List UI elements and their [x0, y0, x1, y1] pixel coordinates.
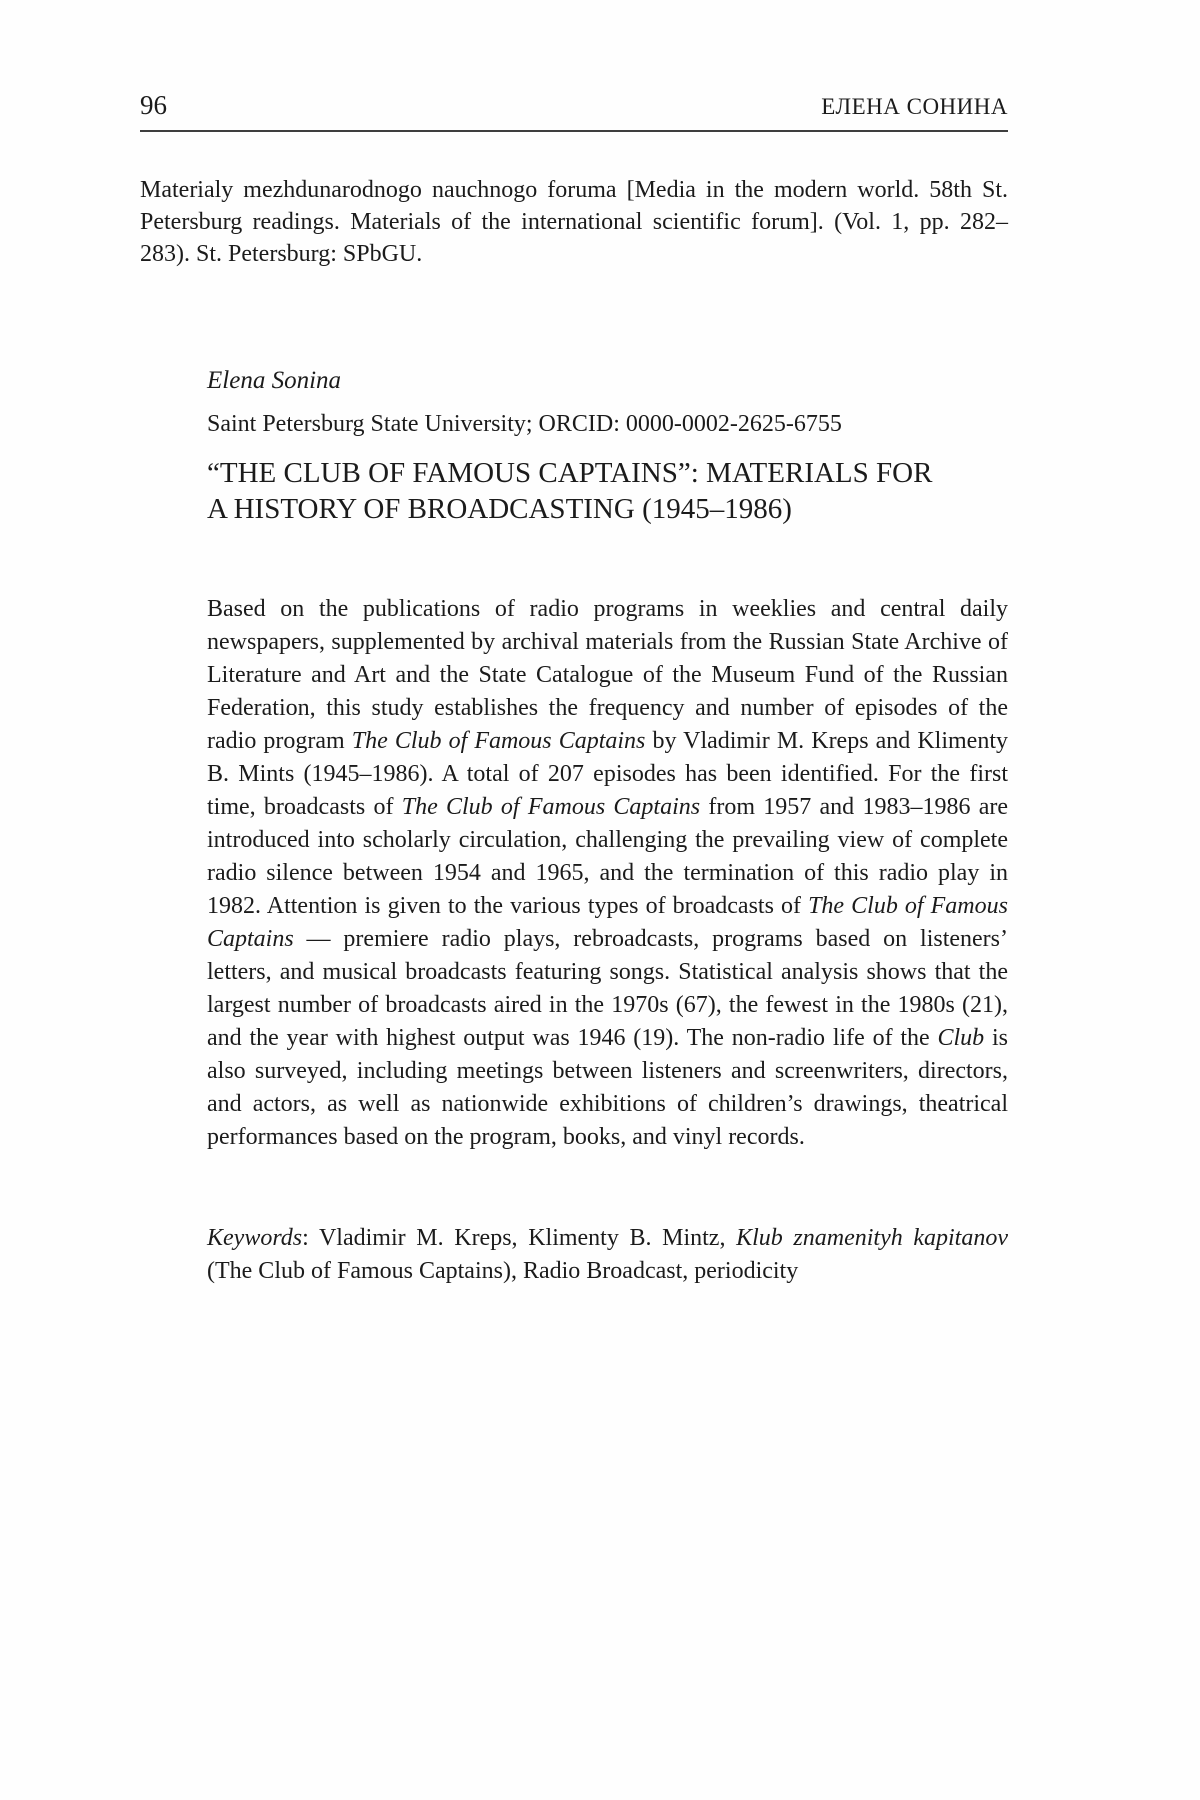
page-number: 96 [140, 90, 167, 120]
keywords-paragraph: Keywords: Vladimir M. Kreps, Klimenty B. Mintz, Klub znamenityh kapitanov (The Club of Famous Captains), Radio Broadcast, periodicity [207, 1225, 1008, 1284]
citation-paragraph: Materialy mezhdunarodnogo nauchnogo foruma [Media in the modern world. 58th St. Petersburg readings. Materials of the international scientific forum]. (Vol. 1, pp. 282–283). St. Petersburg: SPbGU. [140, 177, 1008, 267]
page-content [140, 90, 1008, 1288]
page-header [140, 90, 1008, 132]
article-block [207, 367, 1008, 1288]
article-title-line-2: A HISTORY OF BROADCASTING (1945–1986) [207, 493, 792, 525]
abstract-paragraph: Based on the publications of radio programs in weeklies and central daily newspapers, supplemented by archival materials from the Russian State Archive of Literature and Art and the State Catalogue of the Museum Fund of the Russian Federation, this study establishes the frequency and number of episodes of the radio program The Club of Famous Captains by Vladimir M. Kreps and Klimenty B. Mints (1945–1986). A total of 207 episodes has been identified. For the first time, broadcasts of The Club of Famous Captains from 1957 and 1983–1986 are introduced into scholarly circulation, challenging the prevailing view of complete radio silence between 1954 and 1965, and the termination of this radio play in 1982. Attention is given to the various types of broadcasts of The Club of Famous Captains — premiere radio plays, rebroadcasts, programs based on listeners’ letters, and musical broadcasts featuring songs. Statistical analysis shows that the largest number of broadcasts aired in the 1970s (67), the fewest in the 1980s (21), and the year with highest output was 1946 (19). The non-radio life of the Club is also surveyed, including meetings between listeners and screenwriters, directors, and actors, as well as nationwide exhibitions of children’s drawings, theatrical performances based on the program, books, and vinyl records. [207, 596, 1009, 1150]
article-title-line-1: “THE CLUB OF FAMOUS CAPTAINS”: MATERIALS FOR [207, 457, 933, 489]
author-affiliation: Saint Petersburg State University; ORCID: 0000-0002-2625-6755 [207, 411, 842, 437]
running-head: ЕЛЕНА СОНИНА [821, 94, 1008, 119]
author-name: Elena Sonina [207, 367, 342, 394]
article-title [207, 455, 1008, 527]
